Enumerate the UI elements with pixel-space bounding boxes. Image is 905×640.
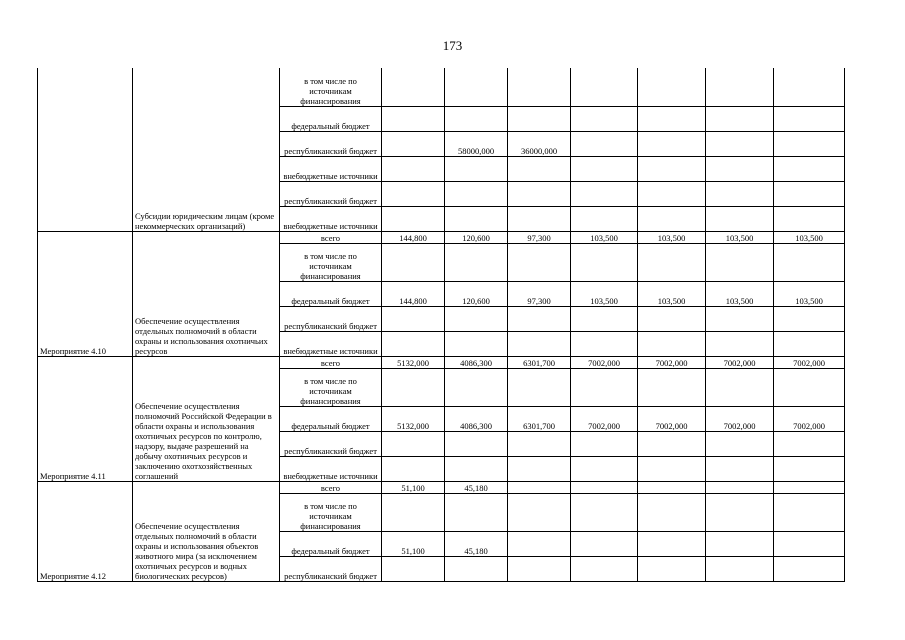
funding-source-cell: республиканский бюджет bbox=[280, 556, 382, 581]
value-cell bbox=[706, 156, 774, 181]
value-cell bbox=[508, 531, 571, 556]
value-cell bbox=[571, 481, 638, 493]
value-cell bbox=[382, 206, 445, 231]
value-cell bbox=[638, 106, 706, 131]
value-cell: 103,500 bbox=[638, 281, 706, 306]
value-cell bbox=[445, 306, 508, 331]
value-cell bbox=[571, 131, 638, 156]
value-cell bbox=[571, 368, 638, 406]
value-cell bbox=[445, 456, 508, 481]
event-cell: Мероприятие 4.10 bbox=[38, 231, 133, 356]
value-cell: 103,500 bbox=[774, 281, 845, 306]
funding-source-cell: внебюджетные источники bbox=[280, 156, 382, 181]
value-cell bbox=[706, 206, 774, 231]
value-cell bbox=[382, 68, 445, 106]
value-cell bbox=[508, 431, 571, 456]
value-cell: 97,300 bbox=[508, 231, 571, 243]
value-cell bbox=[638, 493, 706, 531]
value-cell bbox=[706, 493, 774, 531]
value-cell: 45,180 bbox=[445, 481, 508, 493]
funding-source-cell: в том числе по источникам финансирования bbox=[280, 243, 382, 281]
value-cell: 7002,000 bbox=[706, 406, 774, 431]
value-cell bbox=[571, 531, 638, 556]
value-cell bbox=[774, 493, 845, 531]
value-cell bbox=[638, 531, 706, 556]
value-cell: 7002,000 bbox=[774, 356, 845, 368]
value-cell bbox=[706, 68, 774, 106]
value-cell bbox=[571, 556, 638, 581]
value-cell bbox=[638, 131, 706, 156]
value-cell bbox=[706, 306, 774, 331]
value-cell bbox=[706, 431, 774, 456]
value-cell bbox=[382, 493, 445, 531]
funding-source-cell: внебюджетные источники bbox=[280, 206, 382, 231]
value-cell bbox=[571, 456, 638, 481]
value-cell bbox=[706, 131, 774, 156]
value-cell bbox=[774, 243, 845, 281]
value-cell bbox=[638, 306, 706, 331]
value-cell: 7002,000 bbox=[638, 406, 706, 431]
value-cell bbox=[638, 243, 706, 281]
value-cell bbox=[508, 206, 571, 231]
value-cell: 103,500 bbox=[571, 231, 638, 243]
value-cell bbox=[445, 431, 508, 456]
value-cell bbox=[508, 493, 571, 531]
value-cell: 103,500 bbox=[571, 281, 638, 306]
value-cell bbox=[638, 156, 706, 181]
value-cell bbox=[571, 156, 638, 181]
value-cell bbox=[445, 368, 508, 406]
value-cell bbox=[706, 531, 774, 556]
value-cell bbox=[706, 368, 774, 406]
value-cell: 144,800 bbox=[382, 281, 445, 306]
value-cell: 4086,300 bbox=[445, 406, 508, 431]
value-cell bbox=[382, 456, 445, 481]
value-cell: 103,500 bbox=[638, 231, 706, 243]
value-cell bbox=[382, 106, 445, 131]
funding-source-cell: всего bbox=[280, 481, 382, 493]
value-cell: 45,180 bbox=[445, 531, 508, 556]
value-cell: 7002,000 bbox=[571, 356, 638, 368]
value-cell: 144,800 bbox=[382, 231, 445, 243]
value-cell: 97,300 bbox=[508, 281, 571, 306]
value-cell bbox=[706, 481, 774, 493]
value-cell bbox=[382, 243, 445, 281]
value-cell: 36000,000 bbox=[508, 131, 571, 156]
funding-source-cell: внебюджетные источники bbox=[280, 331, 382, 356]
value-cell: 6301,700 bbox=[508, 406, 571, 431]
value-cell bbox=[571, 106, 638, 131]
funding-source-cell: в том числе по источникам финансирования bbox=[280, 68, 382, 106]
value-cell bbox=[774, 331, 845, 356]
page-number: 173 bbox=[442, 38, 463, 53]
funding-source-cell: федеральный бюджет bbox=[280, 406, 382, 431]
value-cell bbox=[571, 68, 638, 106]
value-cell bbox=[382, 131, 445, 156]
value-cell bbox=[508, 556, 571, 581]
value-cell bbox=[445, 556, 508, 581]
value-cell: 103,500 bbox=[774, 231, 845, 243]
value-cell: 51,100 bbox=[382, 531, 445, 556]
value-cell bbox=[445, 68, 508, 106]
value-cell bbox=[638, 368, 706, 406]
event-cell: Мероприятие 4.12 bbox=[38, 481, 133, 581]
value-cell: 5132,000 bbox=[382, 406, 445, 431]
value-cell bbox=[445, 206, 508, 231]
activity-name-cell: Обеспечение осуществления отдельных полномочий в области охраны и использования объектов животного мира (за исключением охотничьих ресурсов и водных биологических ресурсов) bbox=[133, 481, 280, 581]
value-cell bbox=[382, 368, 445, 406]
value-cell bbox=[445, 493, 508, 531]
value-cell: 6301,700 bbox=[508, 356, 571, 368]
value-cell bbox=[638, 556, 706, 581]
value-cell bbox=[508, 306, 571, 331]
value-cell bbox=[706, 556, 774, 581]
value-cell bbox=[571, 181, 638, 206]
value-cell: 120,600 bbox=[445, 231, 508, 243]
funding-source-cell: республиканский бюджет bbox=[280, 431, 382, 456]
funding-source-cell: в том числе по источникам финансирования bbox=[280, 368, 382, 406]
value-cell bbox=[774, 68, 845, 106]
value-cell bbox=[508, 243, 571, 281]
value-cell bbox=[382, 156, 445, 181]
value-cell: 7002,000 bbox=[774, 406, 845, 431]
value-cell bbox=[571, 306, 638, 331]
value-cell bbox=[571, 493, 638, 531]
value-cell bbox=[706, 243, 774, 281]
value-cell bbox=[508, 368, 571, 406]
value-cell bbox=[382, 181, 445, 206]
value-cell bbox=[445, 181, 508, 206]
value-cell bbox=[445, 243, 508, 281]
value-cell bbox=[638, 456, 706, 481]
value-cell: 5132,000 bbox=[382, 356, 445, 368]
value-cell: 51,100 bbox=[382, 481, 445, 493]
value-cell bbox=[706, 181, 774, 206]
value-cell bbox=[774, 306, 845, 331]
value-cell bbox=[382, 331, 445, 356]
value-cell bbox=[774, 206, 845, 231]
value-cell bbox=[508, 481, 571, 493]
value-cell bbox=[382, 306, 445, 331]
value-cell bbox=[445, 331, 508, 356]
value-cell bbox=[571, 431, 638, 456]
table-row bbox=[38, 231, 845, 243]
value-cell bbox=[638, 181, 706, 206]
value-cell bbox=[774, 531, 845, 556]
value-cell bbox=[774, 368, 845, 406]
activity-name-cell: Субсидии юридическим лицам (кроме некоммерческих организаций) bbox=[133, 68, 280, 231]
value-cell: 7002,000 bbox=[571, 406, 638, 431]
value-cell bbox=[706, 106, 774, 131]
table-row bbox=[38, 481, 845, 493]
value-cell bbox=[774, 481, 845, 493]
value-cell bbox=[508, 156, 571, 181]
value-cell bbox=[445, 106, 508, 131]
value-cell bbox=[382, 556, 445, 581]
value-cell bbox=[508, 106, 571, 131]
value-cell bbox=[508, 181, 571, 206]
value-cell bbox=[571, 206, 638, 231]
value-cell: 120,600 bbox=[445, 281, 508, 306]
value-cell bbox=[638, 331, 706, 356]
value-cell: 103,500 bbox=[706, 281, 774, 306]
funding-source-cell: внебюджетные источники bbox=[280, 456, 382, 481]
value-cell bbox=[774, 556, 845, 581]
value-cell bbox=[774, 181, 845, 206]
value-cell bbox=[571, 243, 638, 281]
value-cell bbox=[638, 68, 706, 106]
funding-source-cell: всего bbox=[280, 231, 382, 243]
value-cell: 103,500 bbox=[706, 231, 774, 243]
value-cell bbox=[508, 68, 571, 106]
value-cell bbox=[571, 331, 638, 356]
budget-table bbox=[37, 68, 845, 582]
value-cell bbox=[774, 131, 845, 156]
activity-name-cell: Обеспечение осуществления полномочий Российской Федерации в области охраны и использования охотничьих ресурсов по контролю, надзору, выдаче разрешений на добычу охотничьих ресурсов и заключению охотхозяйственных соглашений bbox=[133, 356, 280, 481]
value-cell bbox=[382, 431, 445, 456]
value-cell bbox=[774, 456, 845, 481]
value-cell bbox=[706, 456, 774, 481]
value-cell bbox=[774, 431, 845, 456]
funding-source-cell: республиканский бюджет bbox=[280, 306, 382, 331]
funding-source-cell: федеральный бюджет bbox=[280, 281, 382, 306]
value-cell: 7002,000 bbox=[706, 356, 774, 368]
value-cell bbox=[508, 331, 571, 356]
table-row bbox=[38, 356, 845, 368]
value-cell bbox=[638, 431, 706, 456]
value-cell bbox=[508, 456, 571, 481]
event-cell: Мероприятие 4.11 bbox=[38, 356, 133, 481]
value-cell bbox=[774, 156, 845, 181]
funding-source-cell: всего bbox=[280, 356, 382, 368]
funding-source-cell: федеральный бюджет bbox=[280, 106, 382, 131]
funding-source-cell: республиканский бюджет bbox=[280, 181, 382, 206]
funding-source-cell: в том числе по источникам финансирования bbox=[280, 493, 382, 531]
value-cell: 7002,000 bbox=[638, 356, 706, 368]
value-cell bbox=[774, 106, 845, 131]
value-cell bbox=[638, 206, 706, 231]
table-row bbox=[38, 68, 845, 106]
value-cell: 4086,300 bbox=[445, 356, 508, 368]
activity-name-cell: Обеспечение осуществления отдельных полномочий в области охраны и использования охотничьих ресурсов bbox=[133, 231, 280, 356]
value-cell bbox=[445, 156, 508, 181]
value-cell bbox=[638, 481, 706, 493]
funding-source-cell: республиканский бюджет bbox=[280, 131, 382, 156]
value-cell: 58000,000 bbox=[445, 131, 508, 156]
event-cell bbox=[38, 68, 133, 231]
value-cell bbox=[706, 331, 774, 356]
funding-source-cell: федеральный бюджет bbox=[280, 531, 382, 556]
